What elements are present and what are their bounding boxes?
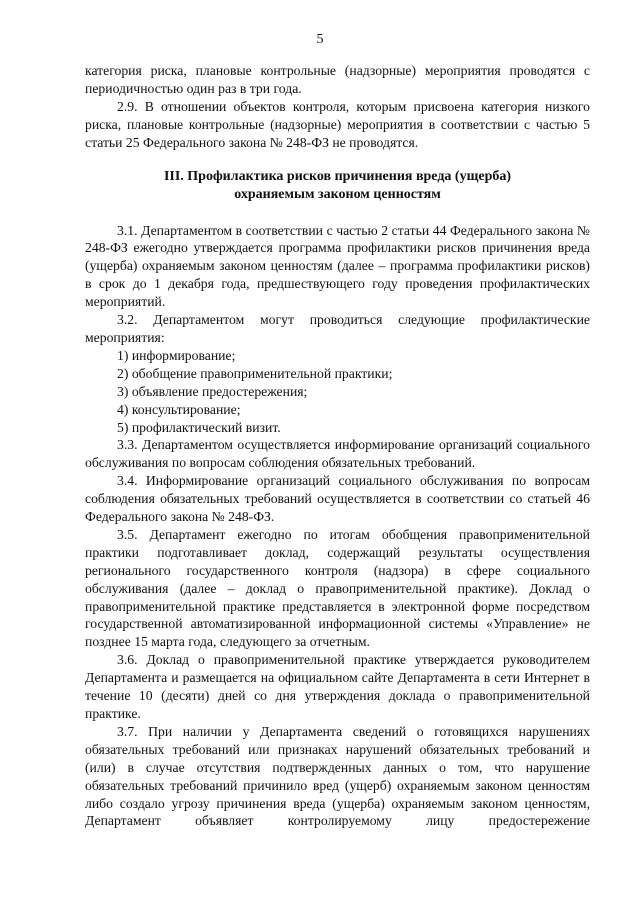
list-item-5: 5) профилактический визит.	[117, 419, 281, 435]
paragraph-2-9: 2.9. В отношении объектов контроля, которым присвоена категория низкого риска, плановые контрольные (надзорные) мероприятия в соответствии с частью 5 статьи 25 Федерального закона № 248-ФЗ не проводятся.	[85, 98, 590, 150]
section-heading-line-2: охраняемым законом ценностям	[234, 186, 441, 202]
list-item-4: 4) консультирование;	[117, 401, 241, 417]
paragraph-3-3: 3.3. Департаментом осуществляется информирование организаций социального обслуживания по вопросам соблюдения обязательных требований.	[85, 437, 590, 471]
document-body	[85, 62, 590, 830]
list-item-3: 3) объявление предостережения;	[117, 383, 308, 399]
section-heading-line-1: III. Профилактика рисков причинения вреда (ущерба)	[163, 168, 512, 184]
paragraph-3-5: 3.5. Департамент ежегодно по итогам обобщения правоприменительной практики подготавливает доклад, содержащий результаты осуществления регионального государственного контроля (надзора) в сфере социального обслуживания (далее – доклад о правоприменительной практике). Доклад о правоприменительной практике представляется в электронной форме посредством государственной автоматизированной информационной системы «Управление» не позднее 15 марта года, следующего за отчетным.	[85, 526, 590, 650]
paragraph-3-1: 3.1. Департаментом в соответствии с частью 2 статьи 44 Федерального закона № 248-ФЗ ежегодно утверждается программа профилактики рисков причинения вреда (ущерба) охраняемым законом ценностям (далее – программа профилактики рисков) в срок до 1 декабря года, предшествующего году проведения профилактических мероприятий.	[85, 222, 590, 310]
paragraph-continuation: категория риска, плановые контрольные (надзорные) мероприятия проводятся с периодичностью один раз в три года.	[85, 63, 590, 96]
list-item-2: 2) обобщение правоприменительной практики;	[117, 365, 393, 381]
page-number: 5	[316, 32, 324, 47]
list-item-1: 1) информирование;	[117, 347, 236, 363]
paragraph-3-2: 3.2. Департаментом могут проводиться следующие профилактические мероприятия:	[85, 312, 590, 345]
section-heading	[85, 168, 590, 204]
paragraph-3-7: 3.7. При наличии у Департамента сведений о готовящихся нарушениях обязательных требований или признаках нарушений обязательных требований и (или) в случае отсутствия подтвержденных данных о том, что нарушение обязательных требований причинило вред (ущерб) охраняемым законом ценностям либо создало угрозу причинения вреда (ущерба) охраняемым законом ценностям, Департамент объявляет контролируемому лицу предостережение	[85, 723, 590, 829]
paragraph-3-4: 3.4. Информирование организаций социального обслуживания по вопросам соблюдения обязательных требований осуществляется в соответствии со статьей 46 Федерального закона № 248-ФЗ.	[85, 473, 590, 525]
paragraph-3-6: 3.6. Доклад о правоприменительной практике утверждается руководителем Департамента и размещается на официальном сайте Департамента в сети Интернет в течение 10 (десяти) дней со дня утверждения доклада о правоприменительной практике.	[85, 652, 590, 721]
